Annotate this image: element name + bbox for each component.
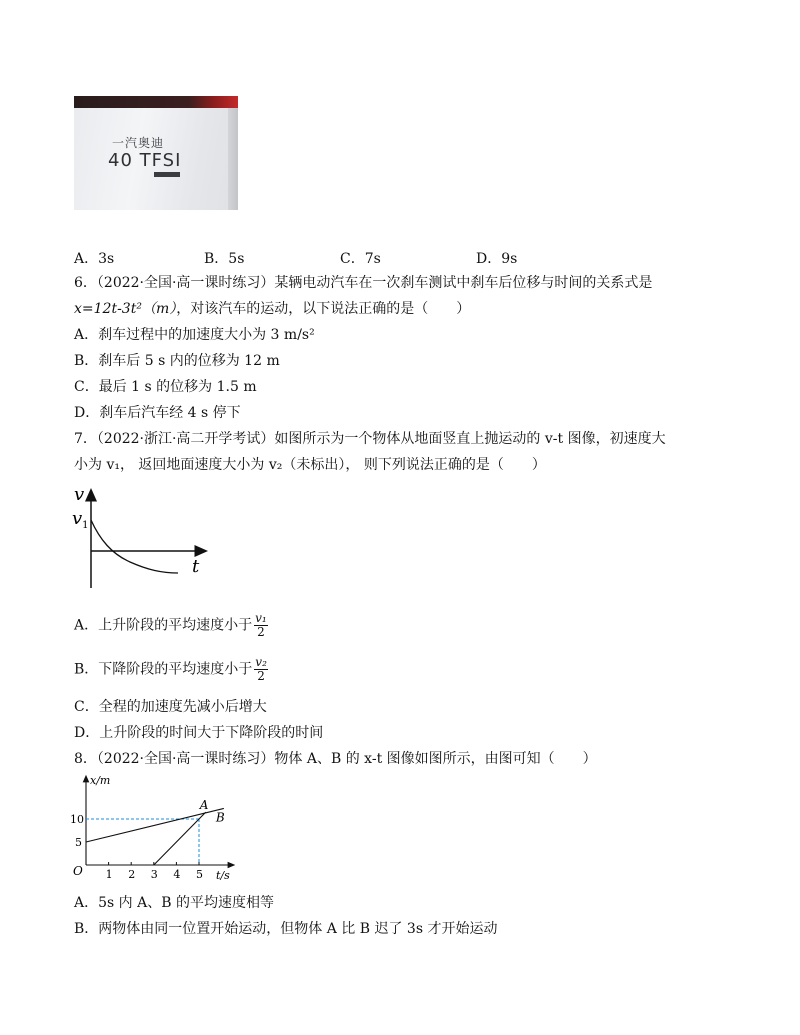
body-edge [228, 108, 238, 210]
x-tick-label: 2 [128, 868, 136, 880]
x-tick-label: 3 [150, 868, 158, 880]
series-label-B: B [215, 810, 225, 825]
q6-stem-line2: x=12t-3t²（m），对该汽车的运动，以下说法正确的是（ ） [74, 301, 471, 317]
q8-x-label: t/s [216, 869, 230, 880]
q7-y-label: v [74, 484, 85, 505]
q6-formula: x=12t-3t²（m） [74, 301, 177, 317]
q8-y-label: x/m [90, 774, 111, 787]
q8-xt-chart [66, 772, 246, 880]
series-line-B [86, 808, 224, 842]
q7-option-a: A．上升阶段的平均速度小于 $\frac{\text{v₁}}{2}$ [74, 611, 267, 639]
q5-option-d: D．9s [476, 251, 518, 267]
photo-badge-line2: 40 TFSI [108, 150, 182, 171]
q6-option-a: A．刹车过程中的加速度大小为 3 m/s² [74, 327, 315, 343]
series-line-A [154, 812, 206, 865]
x-tick-label: 1 [105, 868, 113, 880]
q6-option-b: B．刹车后 5 s 内的位移为 12 m [74, 353, 280, 369]
q7-option-b: B．下降阶段的平均速度小于 $\frac{\text{v₂}}{2}$ [74, 655, 267, 683]
x-tick-label: 4 [173, 868, 181, 880]
q6-stem-line1: 6．（2022·全国·高一课时练习）某辆电动汽车在一次刹车测试中刹车后位移与时间的关系式是 [74, 275, 653, 291]
q7-x-label: t [192, 556, 200, 577]
q8-origin-label: O [73, 864, 83, 878]
q6-option-d: D．刹车后汽车经 4 s 停下 [74, 405, 241, 421]
q7-curve [91, 520, 178, 573]
q8-option-a: A．5s 内 A、B 的平均速度相等 [74, 895, 274, 911]
x-tick-label: 5 [196, 868, 203, 880]
q7-vt-graph [70, 480, 220, 590]
q5-option-a: A．3s [74, 251, 115, 267]
q7-option-c: C．全程的加速度先减小后增大 [74, 699, 267, 715]
y-tick-label: 5 [75, 836, 82, 849]
q7-option-d: D．上升阶段的时间大于下降阶段的时间 [74, 725, 324, 741]
q5-option-b: B．5s [204, 251, 245, 267]
photo-badge-plate [154, 172, 180, 177]
q8-stem: 8．（2022·全国·高一课时练习）物体 A、B 的 x-t 图像如图所示，由图可知（ ） [74, 751, 597, 767]
q7-stem-line2: 小为 v₁， 返回地面速度大小为 v₂（未标出）， 则下列说法正确的是（ ） [74, 457, 546, 473]
q7-option-b-fraction: $\frac{\text{v₂}}{2}$ [255, 655, 267, 683]
q5-option-c: C．7s [340, 251, 381, 267]
q7-option-a-fraction: $\frac{\text{v₁}}{2}$ [255, 611, 267, 639]
taillight-band [74, 96, 238, 108]
y-tick-label: 10 [70, 813, 84, 826]
q7-stem-line1: 7．（2022·浙江·高二开学考试）如图所示为一个物体从地面竖直上抛运动的 v-t 图像，初速度大 [74, 431, 666, 447]
q7-y-marker: $v_1$ [72, 508, 89, 531]
q8-option-b: B．两物体由同一位置开始运动，但物体 A 比 B 迟了 3s 才开始运动 [74, 921, 498, 937]
series-label-A: A [199, 798, 209, 813]
q6-option-c: C．最后 1 s 的位移为 1.5 m [74, 379, 257, 395]
photo-badge-line1: 一汽奥迪 [112, 136, 165, 150]
car-badge-photo [74, 96, 238, 210]
